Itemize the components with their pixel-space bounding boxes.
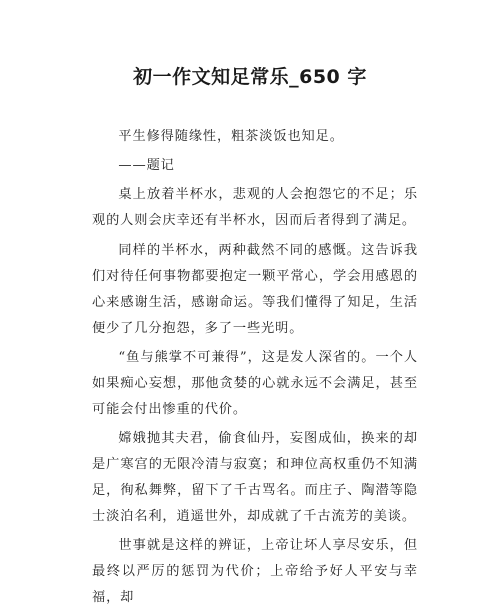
epigraph-line: 平生修得随缘性，粗茶淡饭也知足。 bbox=[118, 129, 344, 144]
epigraph-attribution: ——题记 bbox=[118, 158, 175, 174]
paragraph-half-glass: 桌上放着半杯水，悲观的人会抱怨它的不足；乐观的人则会庆幸还有半杯水，因而后者得到了满足。 bbox=[92, 187, 418, 229]
document-body bbox=[92, 124, 418, 614]
paragraph-dialectic: 世事就是这样的辨证，上帝让坏人享尽安乐，但最终以严厉的惩罚为代价；上帝给予好人平安与幸福，却 bbox=[92, 538, 418, 606]
document-title: 初一作文知足常乐_650 字 bbox=[133, 66, 367, 88]
paragraph-fish-and-bear-paw: “鱼与熊掌不可兼得”，这是发人深省的。一个人如果痴心妄想，那他贪婪的心就永远不会满足，甚至可能会付出惨重的代价。 bbox=[92, 349, 418, 417]
paragraph-contrast: 同样的半杯水，两种截然不同的感慨。这告诉我们对待任何事物都要抱定一颗平常心，学会用感恩的心来感谢生活，感谢命运。等我们懂得了知足，生活便少了几分抱怨，多了一些光明。 bbox=[92, 242, 418, 336]
paragraph-historical-examples: 嫦娥抛其夫君，偷食仙丹，妄图成仙，换来的却是广寒宫的无限冷清与寂寞；和珅位高权重仍不知满足，徇私舞弊，留下了千古骂名。而庄子、陶潜等隐士淡泊名利，逍遥世外，却成就了千古流芳的美谈。 bbox=[92, 430, 418, 524]
